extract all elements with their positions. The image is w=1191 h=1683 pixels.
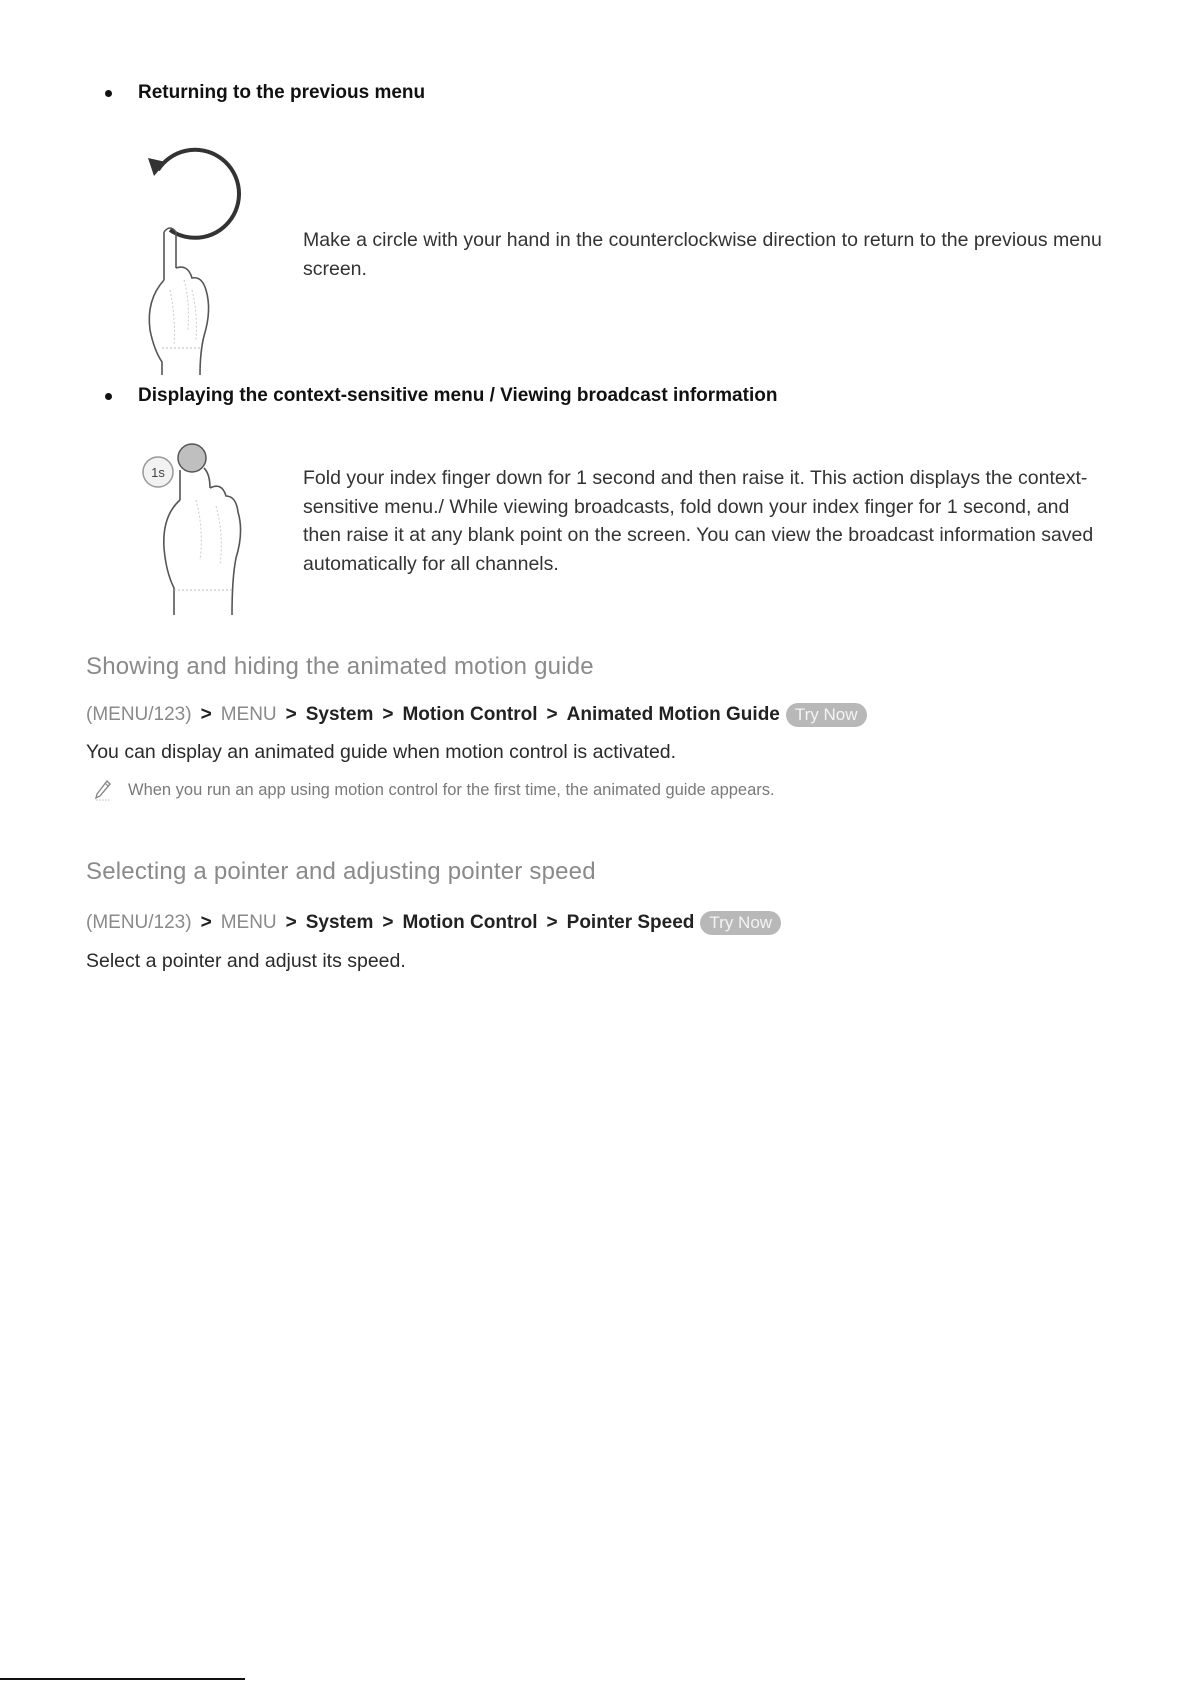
gesture-description-context-menu: Fold your index finger down for 1 second and then raise it. This action displays the context-sensitive menu./ While viewing broadcasts, fold down your index finger for 1 second, and then raise it at any blank point on the screen. You can view the broadcast information saved automatically for all channels. <box>303 467 1094 575</box>
breadcrumb-menu123: MENU/123 <box>92 912 186 933</box>
fold-finger-hand-icon <box>140 440 260 615</box>
breadcrumb-open-paren: ( <box>86 704 93 725</box>
breadcrumb-separator: > <box>285 912 297 933</box>
gesture-heading-context-menu <box>105 385 777 407</box>
gesture-heading-return <box>105 82 425 104</box>
breadcrumb-open-paren: ( <box>86 912 93 933</box>
section-title-animated-guide: Showing and hiding the animated motion guide <box>86 653 594 680</box>
section-body-animated-guide: You can display an animated guide when motion control is activated. <box>86 741 677 763</box>
pencil-note-icon <box>94 779 112 801</box>
footer-divider <box>0 1678 245 1680</box>
breadcrumb-separator: > <box>546 704 558 725</box>
breadcrumb-separator: > <box>200 912 212 933</box>
note-animated-guide <box>94 779 775 801</box>
breadcrumb-separator: > <box>382 704 394 725</box>
timer-label: 1s <box>151 465 165 480</box>
counterclockwise-hand-icon <box>140 140 250 375</box>
bullet-icon <box>105 393 112 400</box>
breadcrumb-close-paren: ) <box>185 912 192 933</box>
bullet-icon <box>105 90 112 97</box>
breadcrumb-motion-control: Motion Control <box>402 704 538 725</box>
breadcrumb-close-paren: ) <box>185 704 192 725</box>
gesture-heading-text: Returning to the previous menu <box>138 82 426 103</box>
breadcrumb-system: System <box>305 704 374 725</box>
section-title-pointer-speed: Selecting a pointer and adjusting pointer speed <box>86 858 596 885</box>
breadcrumb-pointer-speed: Pointer Speed <box>566 912 695 933</box>
breadcrumb-animated-motion-guide: Animated Motion Guide <box>566 704 780 725</box>
try-now-button[interactable]: Try Now <box>786 703 867 727</box>
breadcrumb-motion-control: Motion Control <box>402 912 538 933</box>
breadcrumb-separator: > <box>546 912 558 933</box>
breadcrumb-menu123: MENU/123 <box>92 704 186 725</box>
breadcrumb-separator: > <box>200 704 212 725</box>
try-now-button[interactable]: Try Now <box>700 911 781 935</box>
breadcrumb <box>86 703 867 727</box>
section-body-pointer-speed: Select a pointer and adjust its speed. <box>86 950 406 972</box>
gesture-heading-text: Displaying the context-sensitive menu / Viewing broadcast information <box>138 385 778 406</box>
breadcrumb <box>86 911 781 935</box>
breadcrumb-menu: MENU <box>220 912 277 933</box>
breadcrumb-separator: > <box>285 704 297 725</box>
note-text: When you run an app using motion control for the first time, the animated guide appears. <box>128 780 775 799</box>
breadcrumb-separator: > <box>382 912 394 933</box>
gesture-description-return: Make a circle with your hand in the counterclockwise direction to return to the previous menu screen. <box>303 229 1102 280</box>
breadcrumb-system: System <box>305 912 374 933</box>
breadcrumb-menu: MENU <box>220 704 277 725</box>
